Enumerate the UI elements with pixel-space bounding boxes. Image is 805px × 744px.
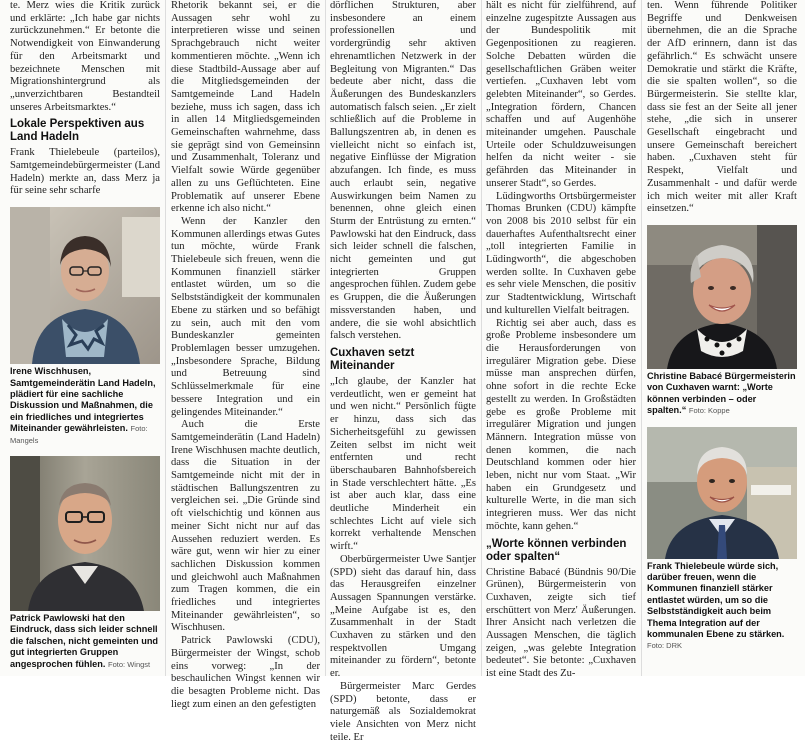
col3-paragraph-2: „Ich glaube, der Kanzler hat verdeutlicht, wen er gemeint hat und wen nicht.“ Persönlich fügte er hinzu, dass sich das Sicherheitsgefühl zu gewissen Zeiten selbst im nicht weit entfernten und recht überschaubaren Bahnhofsbereich in Stade verschlechtert hätte. „Es ist aber auch klar, dass eine deutliche Minderheit ein schlechtes Licht auf viele sich korrekt verhaltende Menschen wirft.“ [330,375,476,553]
col3-paragraph-1: dörflichen Strukturen, aber insbesondere an einem professionellen und vordergründig sehr aktiven ehrenamtlichen Netzwerk in der Begleitung von Migranten.“ Das bedeute aber nicht, dass die Äußerungen des Bundeskanzlers automatisch falsch seien. „Er zielt schließlich auf die Probleme in Ballungszentren ab, in denen es vielleicht nicht so einfach ist, negative Einflüsse der Migration abzufangen. Ich finde, es muss auch erlaubt sein, negative Auswirkungen beim Namen zu benennen, ohne gleich einen Sturm der Entrüstung zu ernten.“ Pawlowski hat den Eindruck, dass sich leider schnell die falschen, nicht gemeinten und gut integrierten Gruppen angesprochen fühlen. Zudem gebe es Gruppen, die die Äußerungen missverstanden haben, und andere, die sie wohl absichtlich falsch verstehen. [330,0,476,342]
column-3 [330,0,476,743]
photo-frank-thielebeule-credit: Foto: DRK [647,641,683,651]
col4-paragraph-2: Lüdingworths Ortsbürgermeister Thomas Brunken (CDU) kämpfte von 2008 bis 2010 selbst für ein dauerhaftes Aufenthaltsrecht einer „toll integrierten Familie in Lüdingworth“, die abgeschoben werden sollte. In Cuxhaven gebe es sehr viele Menschen, die positiv zur Stadtentwicklung, Wirtschaft und kulturellen Vielfalt beitragen. [486,190,636,316]
photo-christine-babace-credit: Foto: Koppe [688,406,730,416]
col1-paragraph-1: te. Merz wies die Kritik zurück und erklärte: „Ich habe gar nichts zurückzunehmen.“ Er betonte die Notwendigkeit von Einwanderung für den Arbeitsmarkt und bezeichnete Menschen mit Migrationshintergrund als „unverzichtbaren Bestandteil unseres Arbeitsmarktes.“ [10,0,160,113]
photo-irene-wischhusen-caption: Irene Wischhusen, Samtgemeinderätin Land Hadeln, plädiert für eine sachliche Diskussion und Maßnahmen, die ein friedliches und integriertes Miteinander gewährleisten. Foto: Mangels [10,366,156,445]
col2-paragraph-3: Auch die Erste Samtgemeinderätin (Land Hadeln) Irene Wischhusen machte deutlich, dass die Situation in der Samtgemeinde nicht mit der in städtischen Ballungszentren zu vergleichen sei. „Die Gründe sind oft vielschichtig und können aus meiner Sicht nicht nur auf das Aussehen reduziert werden. Es wäre gut, wenn wir hier zu einer sachlichen Diskussion kommen und gleichwohl auch Maßnahmen zum Tragen kommen, die ein friedliches und integriertes Miteinander gewährleisten“, so Wischhusen. [171,419,320,634]
photo-frank-thielebeule [647,427,797,559]
col3-paragraph-3: Oberbürgermeister Uwe Santjer (SPD) sieht das darauf hin, dass das Herausgreifen einzelner Aussagen Spannungen verstärke. „Meine Aufgabe ist es, den Zusammenhalt in der Stadt Cuxhaven zu stärken und den respektvollen Umgang miteinander zu fördern“, betonte er. [330,553,476,680]
col5-paragraph-1: ten. Wenn führende Politiker Begriffe und Denkweisen übernehmen, die an die Sprache der AfD erinnern, dann ist das gefährlich.“ Es schwächt unsere Demokratie und stärkt die Kräfte, die sie spalten wollen“, so die Bürgermeisterin. Sie stellte klar, dass sie fest an der Seite all jener stehe, „die sich in unserer Gesellschaft eingebracht und unsere Gemeinschaft bereichert haben. „Cuxhaven steht für Respekt, Vielfalt und Zusammenhalt - und dafür werde ich mich weiter mit aller Kraft einsetzen.“ [647,0,797,215]
col3-paragraph-4: Bürgermeister Marc Gerdes (SPD) betonte, dass er naturgemäß als Sozialdemokrat viele Ansichten von Merz nicht teile. Er [330,680,476,743]
col1-heading: Lokale Perspektiven aus Land Hadeln [10,118,145,144]
photo-christine-babace [647,225,797,369]
col2-paragraph-1: Rhetorik bekannt sei, er die Aussagen sehr wohl zu interpretieren wisse und seinen Sprachgebrauch nicht weiter kommentieren möchte. „Wenn ich diese Stadtbild-Aussage aber auf die Mitgliedsgemeinden der Samtgemeinde Land Hadeln beziehe, muss ich sagen, dass ich in allen 14 Mitgliedsgemeinden Gemeinschaften wahrnehme, dass sie geprägt sind von Gemeinsinn und Zusammenhalt, Toleranz und Vielfalt sowie Würde gegenüber allen zu uns Geflüchteten. Eine Problematik auf unserer Ebene erkenne ich also nicht.“ [171,0,320,215]
col4-heading: „Worte können verbinden oder spalten“ [486,537,627,563]
col1-paragraph-2: Frank Thielebeule (parteilos), Samtgemeindebürgermeister (Land Hadeln) merkte an, dass Merz ja für seine sehr scharfe [10,147,160,197]
col3-heading: Cuxhaven setzt Miteinander [330,346,415,372]
photo-christine-babace-caption: Christine Babacé Bürgermeisterin von Cuxhaven warnt: „Worte können verbinden – oder spalten.“ Foto: Koppe [647,370,796,416]
column-5 [647,0,797,676]
photo-patrick-pawlowski-caption: Patrick Pawlowski hat den Eindruck, dass sich leider schnell die falschen, nicht gemeinten und gut integrierten Gruppen angesprochen fühlen. Foto: Wingst [10,612,159,669]
photo-irene-wischhusen-credit: Foto: Mangels [10,424,148,445]
photo-patrick-pawlowski-credit: Foto: Wingst [108,659,151,669]
photo-irene-wischhusen [10,207,160,364]
photo-frank-thielebeule-caption: Frank Thielebeule würde sich, darüber freuen, wenn die Kommunen finanziell stärker entlastet würden, um so die Selbstständigkeit auch beim Thema Integration auf der kommunalen Ebene zu stärken. Foto: DRK [647,560,785,651]
col2-paragraph-4: Patrick Pawlowski (CDU), Bürgermeister der Wingst, schob eins vorweg: „In der beschaulichen Wingst kennen wir die besagten Probleme nicht. Das liegt zum einen an den gefestigten [171,635,320,710]
photo-patrick-pawlowski [10,456,160,611]
column-1 [10,0,160,676]
col4-paragraph-1: hält es nicht für zielführend, auf einzelne zugespitzte Aussagen aus der Bundespolitik mit Gegenpositionen zu reagieren. Solche Debatten würden die gesellschaftlichen Gräben weiter vertiefen. „Cuxhaven lebt vom gelebten Miteinander“, so Gerdes. „Integration fördern, Chancen schaffen und auf Augenhöhe miteinander umgehen. Pauschale Urteile oder Schuldzuweisungen helfen da nicht weiter - sie gefährden das Miteinander in unserer Stadt“, so Gerdes. [486,0,636,189]
column-4 [486,0,636,680]
column-2 [171,0,320,710]
col4-paragraph-4: Christine Babacé (Bündnis 90/Die Grünen), Bürgermeisterin von Cuxhaven, zeigte sich tief erschüttert von Merz' Äußerungen. Ihrer Ansicht nach verletzen die Aussagen Menschen, die täglich zeigen, „was gelebte Integration bedeutet“. Sie betonte: „Cuxhaven ist eine Stadt des Zu- [486,566,636,680]
col2-paragraph-2: Wenn der Kanzler den Kommunen allerdings etwas Gutes tun möchte, würde Frank Thielebeule sich freuen, wenn die Kommunen finanziell stärker entlastet würden, um so die Selbstständigkeit der kommunalen Ebene zu stärken und so befähigt zu sein, auch mit den vom Bundeskanzler gemeinten Problemlagen besser umzugehen. „Insbesondere Sprache, Bildung und Betreuung sind Schlüsselmerkmale für eine bessere Integration und ein gelingendes Miteinander.“ [171,215,320,418]
col4-paragraph-3: Richtig sei aber auch, dass es große Probleme insbesondere um die Herausforderungen von irregulärer Migration gebe. Diese müsse man ansprechen dürfen, ohne sofort in die rechte Ecke gestellt zu werden. In Großstädten gebe es große Probleme mit irregulärer Migration und jungen Männern. Integration müsse von denen kommen, die nach Deutschland kommen oder hier leben, nicht nur vom Staat. „Wir haben ein Grundgesetz und kulturelle Werte, in die man sich integrieren muss. Wer das nicht möchte, kann gehen.“ [486,317,636,532]
